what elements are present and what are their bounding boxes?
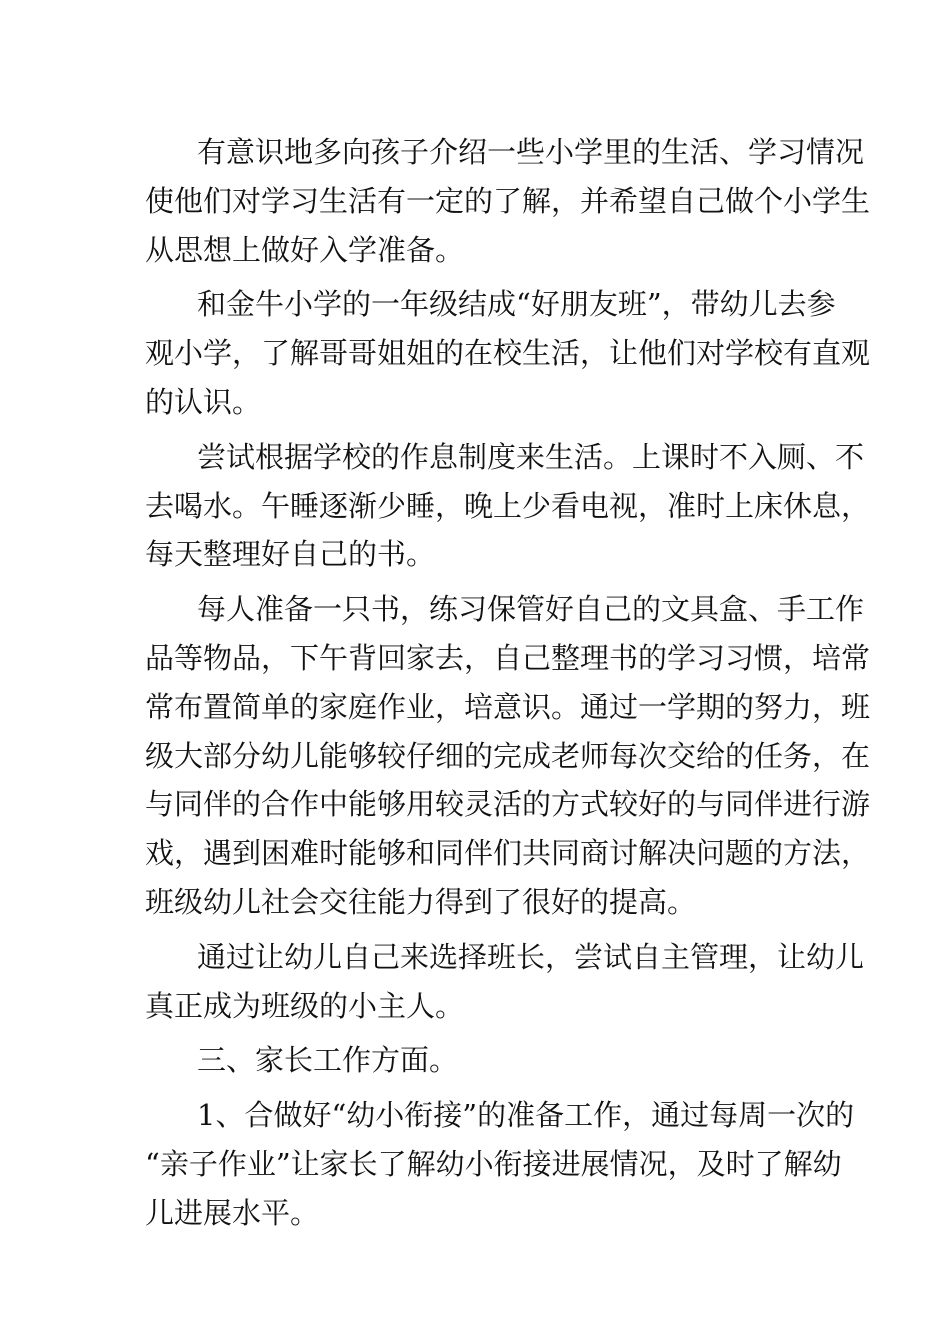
text-line: 戏，遇到困难时能够和同伴们共同商讨解决问题的方法， bbox=[145, 836, 871, 871]
text-line: 观小学，了解哥哥姐姐的在校生活，让他们对学校有直观 bbox=[145, 336, 871, 371]
text-line: 与同伴的合作中能够用较灵活的方式较好的与同伴进行游 bbox=[145, 787, 871, 822]
text-line: 从思想上做好入学准备。 bbox=[145, 232, 465, 267]
text-line: 品等物品，下午背回家去，自己整理书的学习习惯，培常 bbox=[145, 640, 871, 675]
paragraph bbox=[145, 128, 871, 274]
text-line: 儿进展水平。 bbox=[145, 1195, 320, 1230]
paragraph bbox=[145, 280, 871, 426]
paragraph bbox=[145, 433, 871, 579]
paragraph bbox=[145, 585, 871, 927]
text-line: 三、家长工作方面。 bbox=[197, 1043, 459, 1078]
text-line: 班级幼儿社会交往能力得到了很好的提高。 bbox=[145, 884, 697, 919]
paragraph bbox=[145, 1091, 855, 1237]
text-line: 和金牛小学的一年级结成“好朋友班”，带幼儿去参 bbox=[197, 287, 836, 322]
text-line: 真正成为班级的小主人。 bbox=[145, 988, 465, 1023]
text-line: “亲子作业”让家长了解幼小衔接进展情况，及时了解幼 bbox=[145, 1146, 842, 1181]
text-line: 尝试根据学校的作息制度来生活。上课时不入厕、不 bbox=[197, 439, 865, 474]
text-line: 每天整理好自己的书。 bbox=[145, 537, 436, 572]
paragraph bbox=[145, 933, 865, 1031]
text-line: 使他们对学习生活有一定的了解，并希望自己做个小学生 bbox=[145, 183, 871, 218]
text-line: 去喝水。午睡逐渐少睡，晚上少看电视，准时上床休息， bbox=[145, 488, 871, 523]
text-line: 每人准备一只书，练习保管好自己的文具盒、手工作 bbox=[197, 592, 865, 627]
text-line: 级大部分幼儿能够较仔细的完成老师每次交给的任务，在 bbox=[145, 738, 871, 773]
text-line: 有意识地多向孩子介绍一些小学里的生活、学习情况 bbox=[197, 135, 865, 169]
body-text bbox=[145, 128, 871, 1244]
text-line: 1、合做好“幼小衔接”的准备工作，通过每周一次的 bbox=[197, 1098, 855, 1133]
text-line: 常布置简单的家庭作业，培意识。通过一学期的努力，班 bbox=[145, 689, 871, 724]
text-line: 的认识。 bbox=[145, 384, 262, 419]
text-line: 通过让幼儿自己来选择班长，尝试自主管理，让幼儿 bbox=[197, 939, 865, 974]
section-heading bbox=[145, 1036, 807, 1085]
